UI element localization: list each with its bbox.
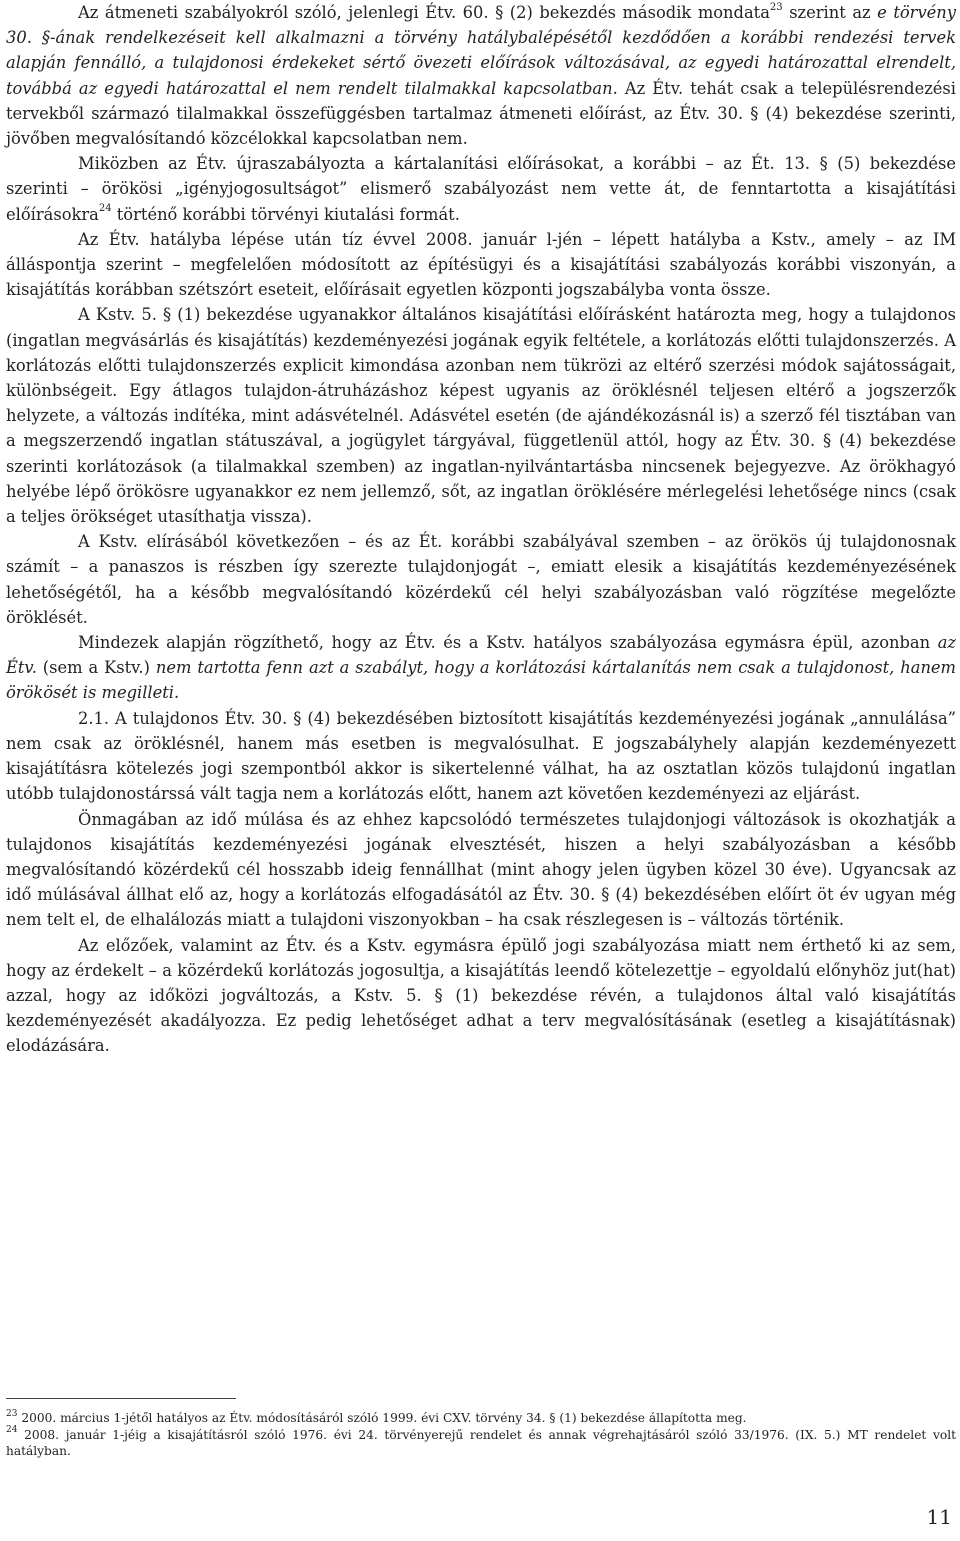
text-segment: történő korábbi törvényi kiutalási formát.	[111, 204, 460, 224]
body-text	[6, 0, 956, 1059]
paragraph	[6, 807, 956, 933]
text-segment: Mindezek alapján rögzíthető, hogy az Étv. és a Kstv. hatályos szabályozása egymásra épül, azonban	[78, 633, 938, 653]
paragraph	[6, 0, 956, 151]
paragraph	[6, 302, 956, 529]
text-segment: Az Étv. tehát csak a településrendezési tervekből származó tilalmakkal összefüggésben tartalmaz átmeneti előírást, az Étv. 30. § (4) bekezdése szerinti, jövőben megvalósítandó közcélokkal kapcsolatban nem.	[6, 78, 956, 149]
footnote-text: 2008. január 1-jéig a kisajátításról szóló 1976. évi 24. törvényerejű rendelet és annak végrehajtásáról szóló 33/1976. (IX. 5.) MT rendelet volt hatályban.	[6, 1427, 957, 1458]
footnote	[6, 1427, 956, 1460]
paragraph	[6, 227, 956, 303]
paragraph	[6, 706, 956, 807]
text-segment: Az átmeneti szabályokról szóló, jelenlegi Étv. 60. § (2) bekezdés második mondata	[78, 3, 770, 22]
footnotes	[6, 1410, 956, 1460]
footnote-ref: 23	[769, 1, 783, 13]
footnote-separator	[6, 1398, 236, 1399]
page-number: 11	[926, 1505, 952, 1529]
emphasized-text: e törvény 30. §-ának rendelkezéseit kell alkalmazni a törvény hatálybalépésétől kezdődően a korábbi rendezési tervek alapján fennálló, a tulajdonosi érdekeket sértő övezeti előírások változásával, az egyedi határozattal elrendelt, továbbá az egyedi határozattal el nem rendelt tilalmakkal kapcsolatban.	[6, 3, 956, 98]
footnote-number: 24	[6, 1425, 18, 1436]
footnote	[6, 1410, 956, 1427]
text-segment: A Kstv. 5. § (1) bekezdése ugyanakkor általános kisajátítási előírásként határozta meg, hogy a tulajdonos (ingatlan megvásárlás és kisajátítás) kezdeményezési jogának egyik feltétele, a korlátozás előtti tulajdonszerzés. A korlátozás előtti tulajdonszerzés explicit kimondása azonban nem tükrözi az eltérő szerzési módok sajátosságait, különbségeit. Egy átlagos tulajdon-átruházáshoz képest ugyanis az öröklésnél teljesen eltérő a jogszerzők helyzete, a változás indítéka, mint adásvételnél. Adásvétel esetén (de ajándékozásnál is) a szerző fél tisztában van a megszerzendő ingatlan státuszával, a jogügylet tárgyával, függetlenül attól, hogy az Étv. 30. § (4) bekezdése szerinti korlátozások (a tilalmakkal szemben) az ingatlan-nyilvántartásba nincsenek bejegyezve. Az örökhagyó helyébe lépő örökösre ugyanakkor ez nem jellemző, sőt, az ingatlan öröklésére mérlegelési lehetősége nincs (csak a teljes örökséget utasíthatja vissza).	[6, 305, 956, 527]
emphasized-text: az Étv.	[6, 633, 956, 678]
text-segment: Az Étv. hatályba lépése után tíz évvel 2008. január l-jén – lépett hatályba a Kstv., amely – az IM álláspontja szerint – megfelelően módosított az építésügyi és a kisajátítási szabályozás korábbi viszonyán, a kisajátítás korábban szétszórt eseteit, előírásait egyetlen központi jogszabályba vonta össze.	[6, 229, 956, 300]
paragraph	[6, 630, 956, 706]
footnote-text: 2000. március 1-jétől hatályos az Étv. módosításáról szóló 1999. évi CXV. törvény 34. § (1) bekezdése állapította meg.	[21, 1411, 747, 1425]
text-segment: Miközben az Étv. újraszabályozta a kártalanítási előírásokat, a korábbi – az Ét. 13. § (5) bekezdése szerinti – örökösi „igényjogosultságot” elismerő szabályozást nem vette át, de fenntartotta a kisajátítási előírásokra	[6, 154, 956, 224]
text-segment: 2.1. A tulajdonos Étv. 30. § (4) bekezdésében biztosított kisajátítás kezdeményezési jogának „annulálása” nem csak az öröklésnél, hanem más esetben is megvalósulhat. E jogszabályhely alapján kezdeményezett kisajátításra kötelezés jogi szempontból akkor is sikertelenné válhat, ha az osztatlan közös tulajdonú ingatlan utóbb tulajdonostárssá vált tagja nem a korlátozás előtt, hanem azt követően kezdeményezi az eljárást.	[6, 708, 956, 804]
text-segment: (sem a Kstv.)	[36, 658, 156, 678]
footnote-ref: 24	[98, 203, 112, 215]
emphasized-text: nem tartotta fenn azt a szabályt, hogy a korlátozási kártalanítás nem csak a tulajdonost, hanem örökösét is megilleti.	[6, 658, 956, 703]
text-segment: A Kstv. elírásából következően – és az Ét. korábbi szabályával szemben – az örökös új tulajdonosnak számít – a panaszos is részben így szerezte tulajdonjogát –, emiatt elesik a kisajátítás kezdeményezésének lehetőségétől, ha a később megvalósítandó közérdekű cél helyi szabályozásban való rögzítése megelőzte öröklését.	[6, 532, 956, 627]
footnote-number: 23	[6, 1408, 18, 1419]
paragraph	[6, 151, 956, 227]
text-segment: Az előzőek, valamint az Étv. és a Kstv. egymásra épülő jogi szabályozása miatt nem érthető ki az sem, hogy az érdekelt – a közérdekű korlátozás jogosultja, a kisajátítás leendő kötelezettje – egyoldalú előnyhöz jut(hat) azzal, hogy az időközi jogváltozás, a Kstv. 5. § (1) bekezdése révén, a tulajdonos által való kisajátítás kezdeményezését akadályozza. Ez pedig lehetőséget adhat a terv megvalósításának (esetleg a kisajátításnak) elodázására.	[6, 935, 956, 1056]
text-segment: szerint az	[782, 3, 878, 22]
text-segment: Önmagában az idő múlása és az ehhez kapcsolódó természetes tulajdonjogi változások is okozhatják a tulajdonos kisajátítás kezdeményezési jogának elvesztését, hiszen a helyi szabályozásban a később megvalósítandó közérdekű cél hosszabb ideig fennállhat (mint ahogy jelen ügyben közel 30 éve). Ugyancsak az idő múlásával állhat elő az, hogy a korlátozás elfogadásától az Étv. 30. § (4) bekezdésében előírt öt év ugyan még nem telt el, de elhalálozás miatt a tulajdoni viszonyokban – ha csak részlegesen is – változás történik.	[6, 809, 956, 930]
paragraph	[6, 529, 956, 630]
paragraph	[6, 933, 956, 1059]
